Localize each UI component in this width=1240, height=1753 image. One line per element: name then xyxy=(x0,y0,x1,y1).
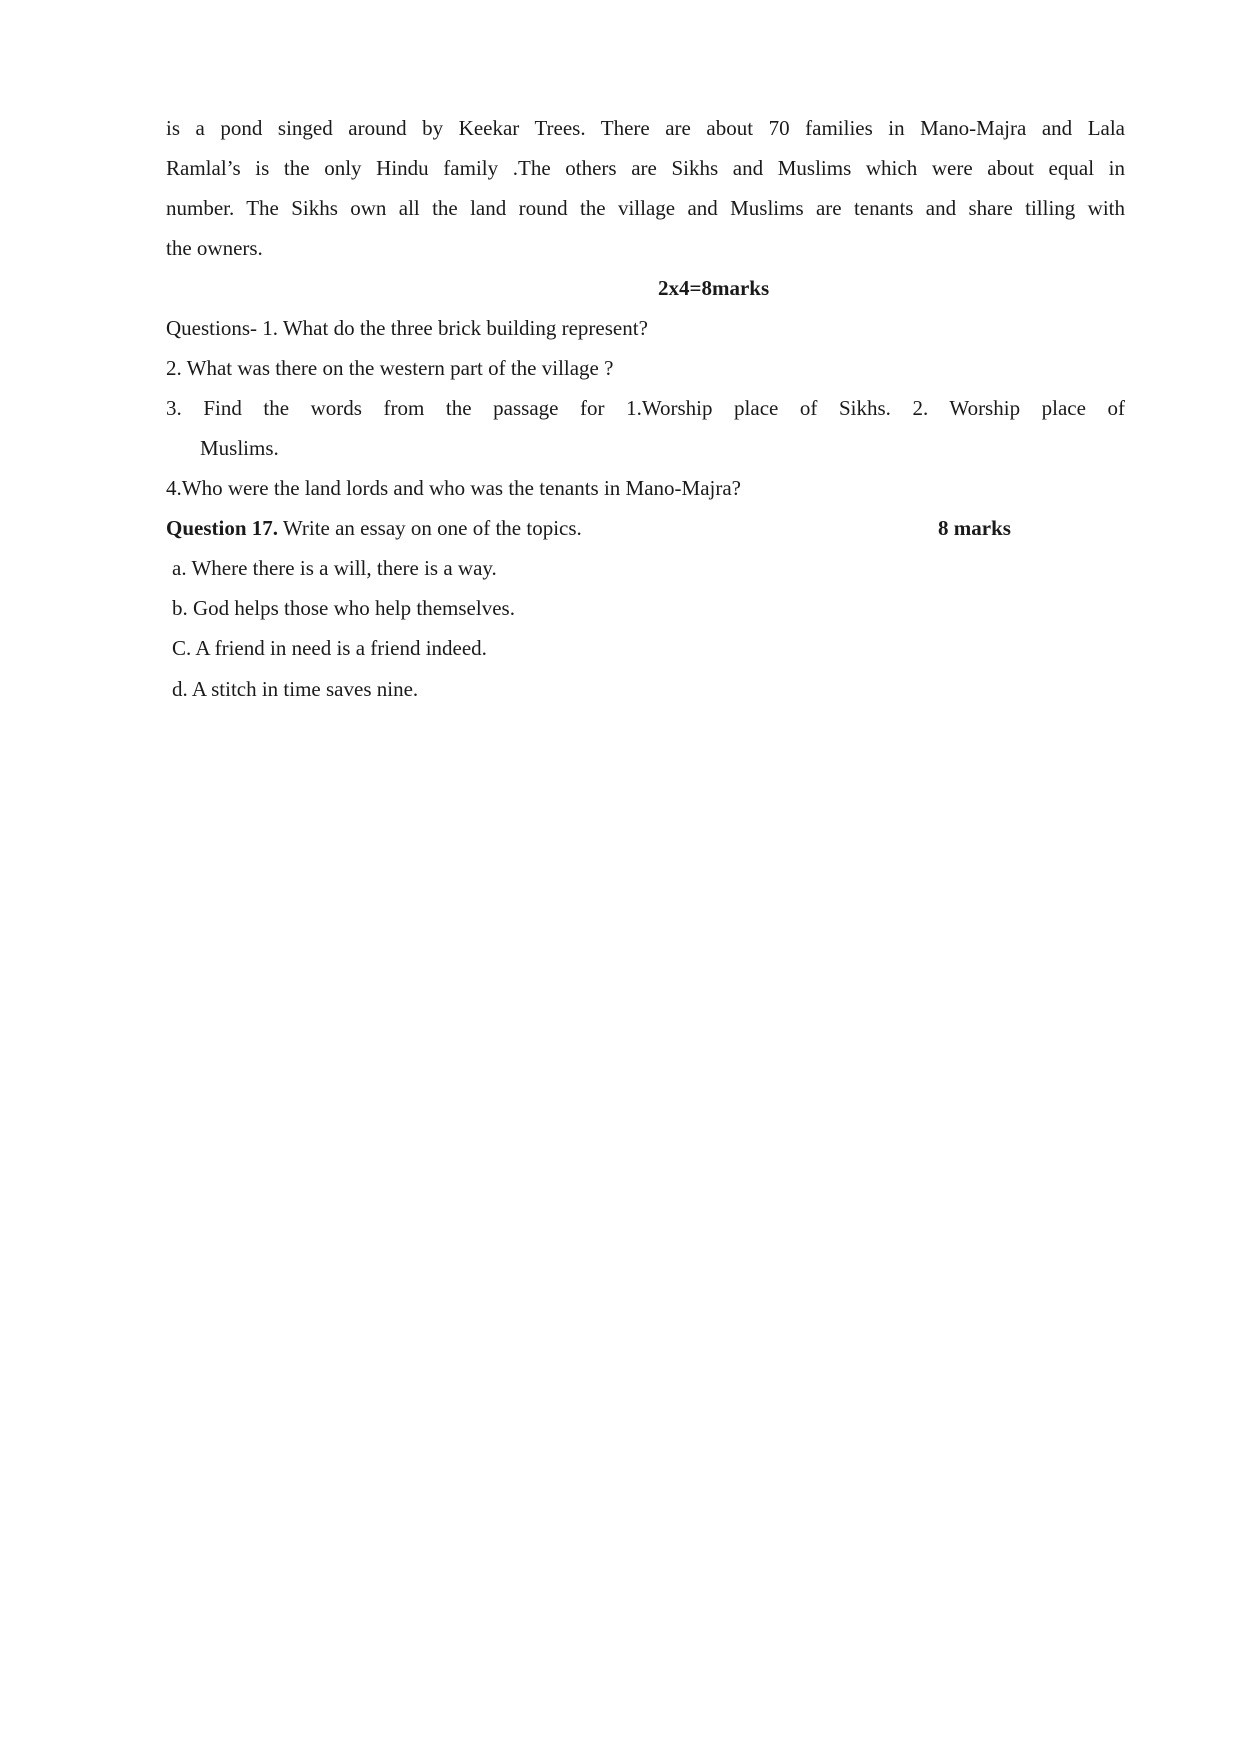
question-2: 2. What was there on the western part of the village ? xyxy=(166,356,614,380)
passage-line-2: Ramlal’s is the only Hindu family .The others are Sikhs and Muslims which were about equal in xyxy=(166,156,1125,180)
essay-topic-d: d. A stitch in time saves nine. xyxy=(172,677,419,701)
passage-line-3: number. The Sikhs own all the land round the village and Muslims are tenants and share tilling with xyxy=(166,196,1125,220)
passage-line-4: the owners. xyxy=(166,236,263,260)
essay-topic-c: C. A friend in need is a friend indeed. xyxy=(172,636,487,660)
essay-question-prompt: Write an essay on one of the topics. xyxy=(282,516,582,540)
essay-topic-b: b. God helps those who help themselves. xyxy=(172,596,515,620)
question-3-line-2: Muslims. xyxy=(200,436,279,460)
passage-line-1: is a pond singed around by Keekar Trees. There are about 70 families in Mano-Majra and Lala xyxy=(166,116,1125,140)
essay-topic-a: a. Where there is a will, there is a way. xyxy=(172,556,497,580)
question-3-line-1: 3. Find the words from the passage for 1.Worship place of Sikhs. 2. Worship place of xyxy=(166,396,1125,420)
essay-marks: 8 marks xyxy=(938,516,1011,540)
marks-heading: 2x4=8marks xyxy=(658,276,770,300)
essay-question xyxy=(166,514,582,542)
essay-question-label: Question 17. xyxy=(166,516,279,540)
question-1: Questions- 1. What do the three brick building represent? xyxy=(166,316,648,340)
question-4: 4.Who were the land lords and who was the tenants in Mano-Majra? xyxy=(166,476,741,500)
